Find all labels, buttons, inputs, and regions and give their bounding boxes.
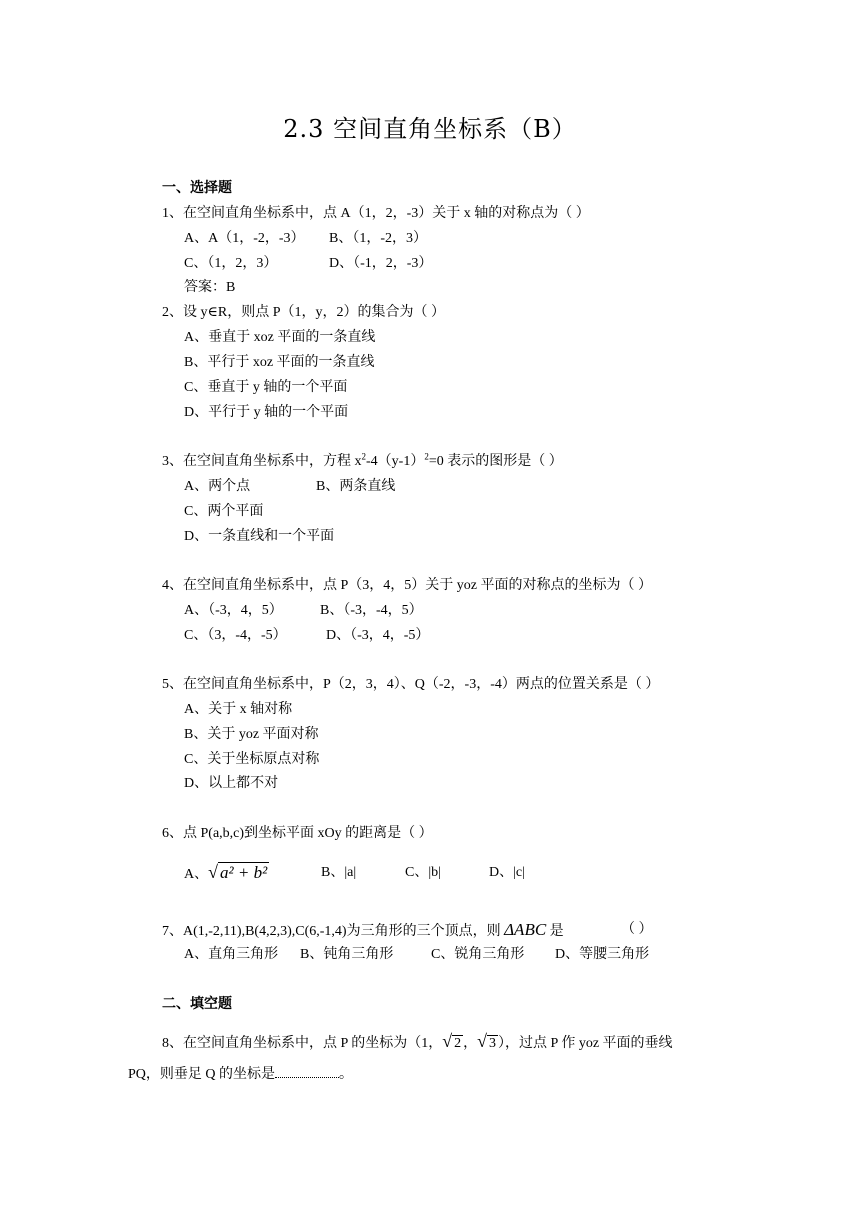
question-8-line-2-pre: PQ，则垂足 Q 的坐标是 [128, 1067, 276, 1082]
question-1-option-b: B、（1，-2，3） [329, 231, 427, 246]
section-heading-fill-blank: 二、填空题 [162, 997, 232, 1012]
question-7-option-d: D、等腰三角形 [555, 947, 650, 962]
question-8-line-1 [162, 1032, 673, 1053]
question-6-option-a-prefix: A、 [184, 867, 209, 882]
question-3-exponent-1: 2 [361, 451, 366, 462]
question-1-answer: 答案：B [184, 280, 236, 295]
question-6-option-a [184, 863, 269, 884]
question-3-option-b: B、两条直线 [316, 479, 396, 494]
question-4-option-a: A、（-3，4，5） [184, 603, 283, 618]
question-7-option-c: C、锐角三角形 [431, 947, 525, 962]
question-8-line-1-pre: 8、在空间直角坐标系中，点 P 的坐标为（1， [162, 1036, 443, 1051]
question-4-option-d: D、（-3，4，-5） [326, 628, 430, 643]
question-8-line-1-post: ），过点 P 作 yoz 平面的垂线 [498, 1036, 673, 1051]
square-root-3-radicand: 3 [489, 1036, 497, 1051]
question-2-option-a: A、垂直于 xoz 平面的一条直线 [184, 330, 376, 345]
question-1-option-c: C、（1，2，3） [184, 256, 278, 271]
square-root-2-radicand: 2 [454, 1036, 462, 1051]
question-5-stem: 5、在空间直角坐标系中，P（2，3，4）、Q（-2，-3，-4）两点的位置关系是（ ） [162, 677, 660, 692]
question-6-option-d: D、|c| [489, 865, 525, 880]
question-7-answer-paren: （ ） [621, 922, 653, 937]
question-8-line-2 [128, 1065, 353, 1084]
question-8-line-2-post: 。 [339, 1067, 354, 1082]
question-2-option-d: D、平行于 y 轴的一个平面 [184, 405, 349, 420]
question-4-stem: 4、在空间直角坐标系中，点 P（3，4，5）关于 yoz 平面的对称点的坐标为（ ） [162, 578, 652, 593]
section-heading-choice: 一、选择题 [162, 181, 232, 196]
radical-sign-icon: √ [208, 862, 219, 882]
question-1-option-a: A、A（1，-2，-3） [184, 231, 305, 246]
question-3-stem [162, 453, 563, 471]
question-3-option-c: C、两个平面 [184, 504, 264, 519]
question-6-option-b: B、|a| [321, 865, 357, 880]
question-4-option-c: C、（3，-4，-5） [184, 628, 287, 643]
square-root-2 [442, 1032, 463, 1053]
question-5-option-c: C、关于坐标原点对称 [184, 752, 320, 767]
question-3-stem-pre: 3、在空间直角坐标系中，方程 x [162, 454, 362, 469]
question-5-option-d: D、以上都不对 [184, 776, 279, 791]
question-7-option-a: A、直角三角形 [184, 947, 279, 962]
question-3-exponent-2: 2 [424, 451, 429, 462]
question-2-option-c: C、垂直于 y 轴的一个平面 [184, 380, 348, 395]
question-6-option-c: C、|b| [405, 865, 441, 880]
question-5-option-b: B、关于 yoz 平面对称 [184, 727, 319, 742]
question-2-option-b: B、平行于 xoz 平面的一条直线 [184, 355, 375, 370]
question-1-option-d: D、（-1，2，-3） [329, 256, 433, 271]
question-3-stem-post: =0 表示的图形是（ ） [428, 454, 563, 469]
square-root-expression [208, 863, 269, 884]
radical-sign-icon: √ [477, 1031, 488, 1051]
question-8-separator: ， [463, 1036, 478, 1051]
square-root-3 [477, 1032, 498, 1053]
question-2-stem: 2、设 y∈R，则点 P（1，y，2）的集合为（ ） [162, 305, 445, 320]
page-title: 2.3 空间直角坐标系（B） [283, 115, 577, 143]
question-5-option-a: A、关于 x 轴对称 [184, 702, 293, 717]
answer-blank[interactable] [275, 1065, 339, 1078]
question-7-stem-pre: 7、A(1,-2,11),B(4,2,3),C(6,-1,4)为三角形的三个顶点，则 [162, 924, 501, 939]
question-7-triangle: ΔABC [504, 920, 547, 939]
question-6-option-a-radicand: a² + b² [220, 863, 268, 882]
question-6-stem: 6、点 P(a,b,c)到坐标平面 xOy 的距离是（ ） [162, 826, 433, 841]
question-3-option-a: A、两个点 [184, 479, 251, 494]
question-3-option-d: D、一条直线和一个平面 [184, 529, 335, 544]
radical-sign-icon: √ [442, 1031, 453, 1051]
question-7-stem [162, 921, 564, 941]
question-1-stem: 1、在空间直角坐标系中，点 A（1，2，-3）关于 x 轴的对称点为（ ） [162, 206, 590, 221]
question-4-option-b: B、（-3，-4，5） [320, 603, 423, 618]
question-3-stem-mid: -4（y-1） [366, 454, 425, 469]
question-7-option-b: B、钝角三角形 [300, 947, 394, 962]
question-7-stem-post: 是 [549, 924, 564, 939]
